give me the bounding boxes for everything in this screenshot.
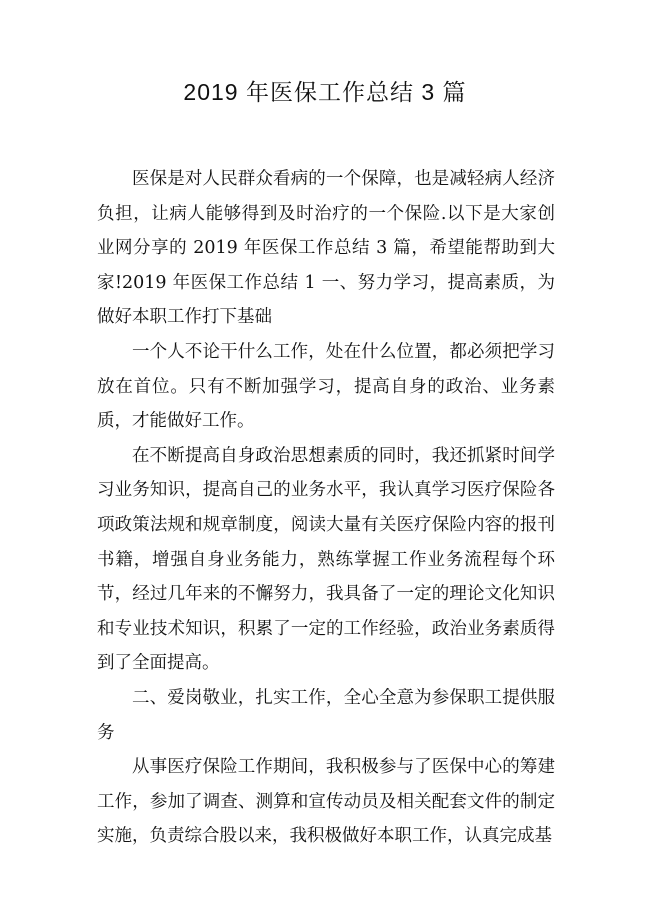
section-heading-dedication: 二、爱岗敬业，扎实工作，全心全意为参保职工提供服务 (97, 687, 555, 743)
paragraph-intro: 医保是对人民群众看病的一个保障，也是减轻病人经济负担，让病人能够得到及时治疗的一个保险.以下是大家创业网分享的 2019 年医保工作总结 3 篇，希望能帮助到大家!2019 年医保工作总结 1 一、努力学习，提高素质，为做好本职工作打下基础 (97, 169, 555, 328)
paragraph-business-knowledge: 在不断提高自身政治思想素质的同时，我还抓紧时间学习业务知识，提高自己的业务水平，我认真学习医疗保险各项政策法规和规章制度，阅读大量有关医疗保险内容的报刊书籍，增强自身业务能力，熟练掌握工作业务流程每个环节，经过几年来的不懈努力，我具备了一定的理论文化知识和专业技术知识，积累了一定的工作经验，政治业务素质得到了全面提高。 (97, 445, 555, 674)
document-body (97, 162, 555, 854)
paragraph-insurance-work: 从事医疗保险工作期间，我积极参与了医保中心的筹建工作，参加了调查、测算和宣传动员及相关配套文件的制定实施，负责综合股以来，我积极做好本职工作，认真完成基 (97, 757, 555, 847)
paragraph-study-first: 一个人不论干什么工作，处在什么位置，都必须把学习放在首位。只有不断加强学习，提高自身的政治、业务素质，才能做好工作。 (97, 341, 555, 432)
document-title: 2019 年医保工作总结 3 篇 (183, 79, 467, 105)
